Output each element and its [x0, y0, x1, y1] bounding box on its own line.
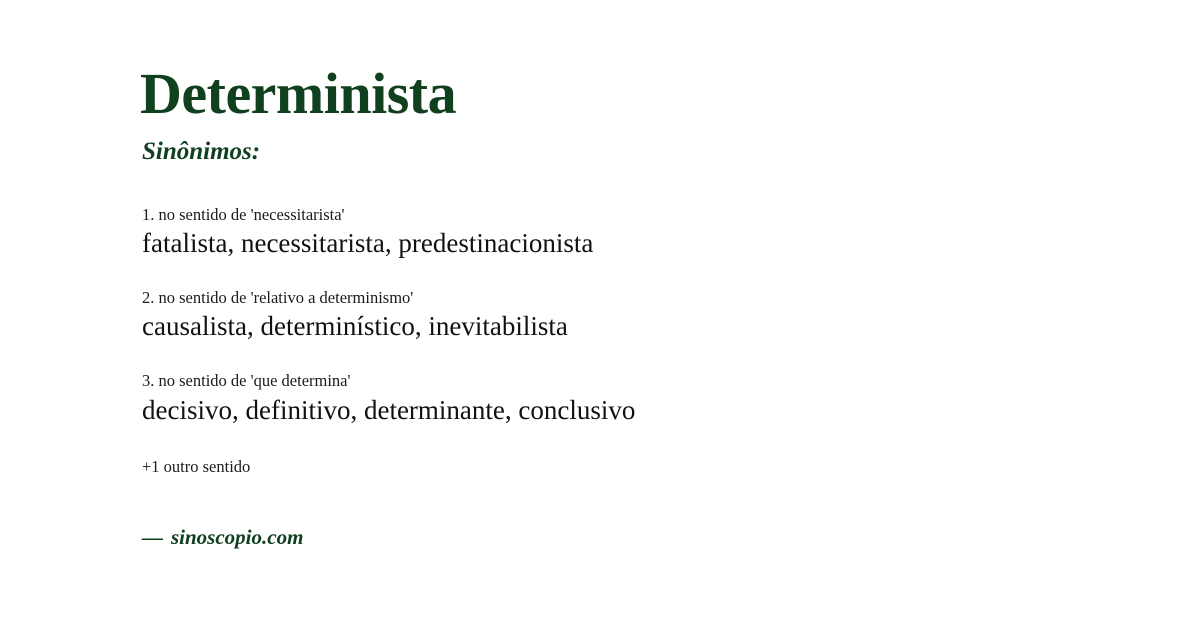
sense-label: 3. no sentido de 'que determina' [142, 371, 351, 391]
synonyms-heading: Sinônimos: [142, 137, 261, 165]
source-name: sinoscopio.com [171, 525, 304, 550]
sense-label: 1. no sentido de 'necessitarista' [142, 204, 345, 224]
sense-entry [140, 204, 1060, 261]
sense-synonyms: decisivo, definitivo, determinante, conclusivo [142, 394, 636, 425]
sense-synonyms: causalista, determinístico, inevitabilista [142, 311, 568, 342]
sense-entry [140, 370, 1060, 427]
page-title: Determinista [140, 61, 457, 126]
sense-label: 2. no sentido de 'relativo a determinismo' [142, 287, 414, 307]
sense-synonyms: fatalista, necessitarista, predestinacionista [142, 228, 594, 259]
more-senses-note: +1 outro sentido [142, 457, 251, 477]
sense-entry [140, 287, 1060, 344]
source-attribution [142, 525, 1060, 550]
em-dash-icon: — [142, 525, 163, 550]
senses-list [140, 204, 1060, 428]
